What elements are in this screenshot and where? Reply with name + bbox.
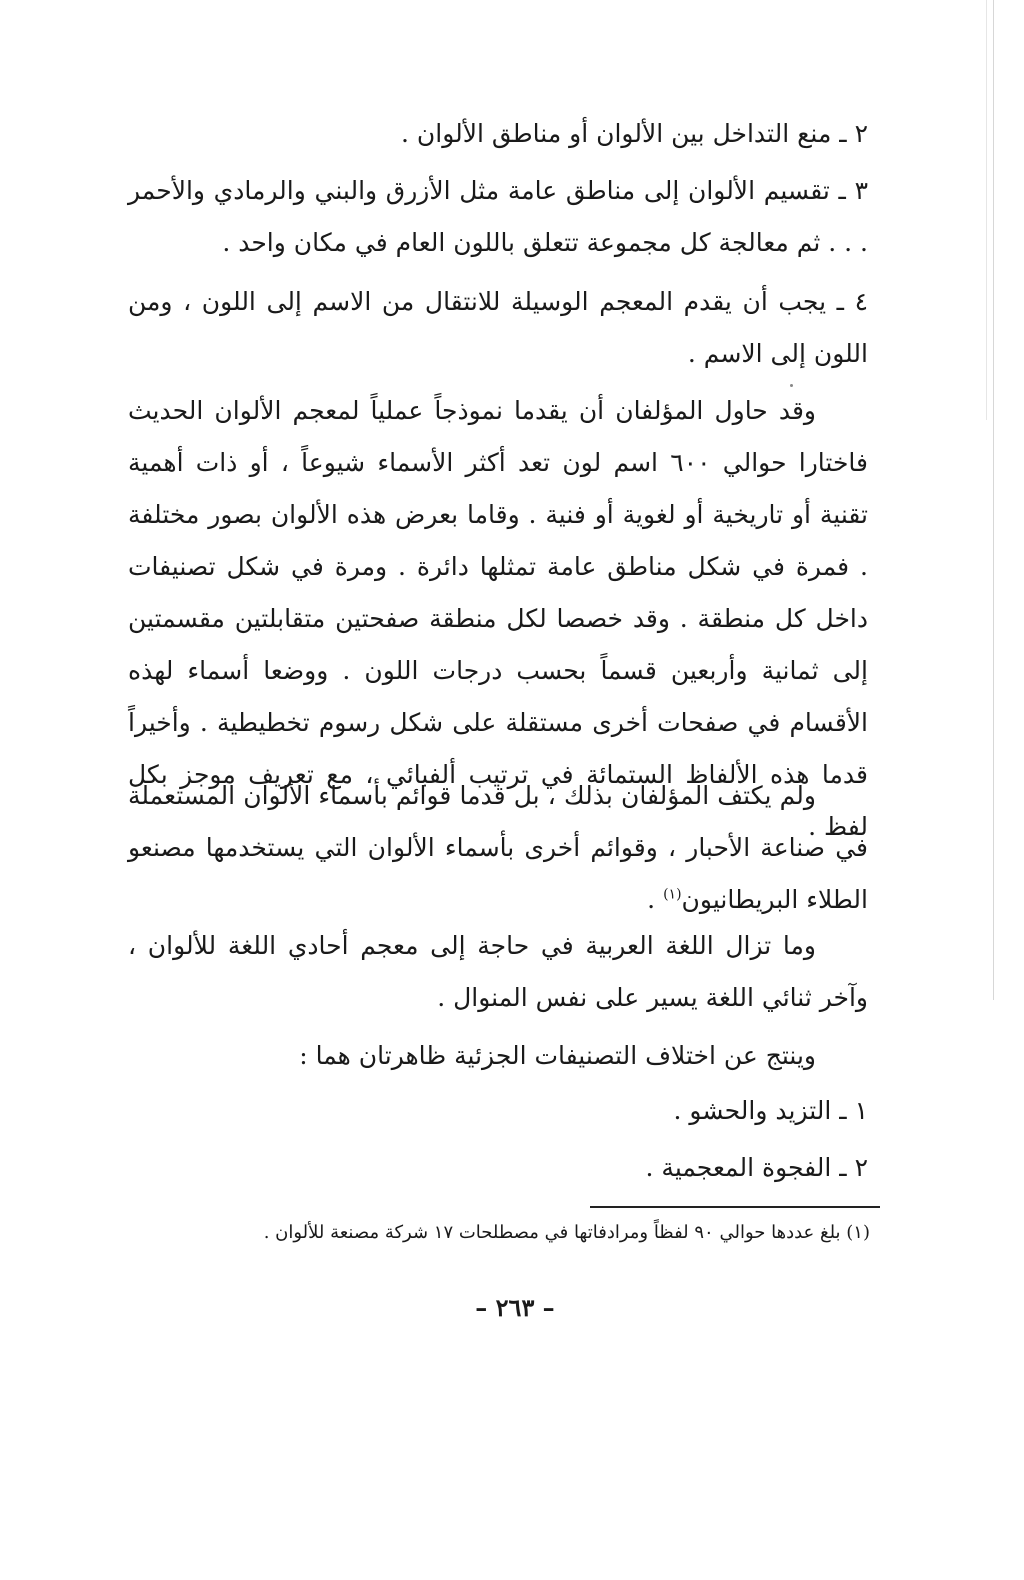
list-item-4: ٤ ـ يجب أن يقدم المعجم الوسيلة للانتقال من الاسم إلى اللون ، ومن اللون إلى الاسم . [128,287,868,368]
paragraph-authors-model: وقد حاول المؤلفان أن يقدما نموذجاً عملياً لمعجم الألوان الحديث فاختارا حوالي ٦٠٠ اسم لون تعد أكثر الأسماء شيوعاً ، أو ذات أهمية تقنية أو تاريخية أو لغوية أو فنية . وقاما بعرض هذه الألوان بصور مختلفة . فمرة في شكل مناطق عامة تمثلها دائرة . ومرة في شكل تصنيفات داخل كل منطقة . وقد خصصا لكل منطقة صفحتين متقابلتين مقسمتين إلى ثمانية وأربعين قسماً بحسب درجات اللون . ووضعا أسماء لهذه الأقسام في صفحات أخرى مستقلة على شكل رسوم تخطيطية . وأخيراً قدما هذه الألفاظ الستمائة في ترتيب ألفبائي ، مع تعريف موجز بكل لفظ . [128,396,868,841]
phenomenon-item-2: ٢ ـ الفجوة المعجمية . [645,1153,868,1182]
list-item-3: ٣ ـ تقسيم الألوان إلى مناطق عامة مثل الأزرق والبني والرمادي والأحمر . . . ثم معالجة كل مجموعة تتعلق باللون العام في مكان واحد . [128,176,868,257]
page-number: – ٢٦٣ – [475,1293,555,1322]
paragraph-ink-lists-end: . [647,885,664,914]
phenomenon-item-1: ١ ـ التزيد والحشو . [673,1096,868,1125]
scan-edge-line-inner [986,0,987,420]
list-item-2: ٢ ـ منع التداخل بين الألوان أو مناطق الألوان . [401,119,868,148]
paragraph-ink-lists [128,770,868,926]
paragraph-two-phenomena: وينتج عن اختلاف التصنيفات الجزئية ظاهرتان هما : [299,1041,816,1070]
paragraph-arabic-need: وما تزال اللغة العربية في حاجة إلى معجم أحادي اللغة للألوان ، وآخر ثنائي اللغة يسير على نفس المنوال . [128,931,868,1012]
paragraph-ink-lists-text: ولم يكتف المؤلفان بذلك ، بل قدما قوائم بأسماء الألوان المستعملة في صناعة الأحبار ، وقوائم أخرى بأسماء الألوان التي يستخدمها مصنعو الطلاء البريطانيون [128,781,868,914]
scan-edge-line [993,0,994,1000]
footnote: (١) بلغ عددها حوالي ٩٠ لفظاً ومرادفاتها في مصطلحات ١٧ شركة مصنعة للألوان . [263,1222,870,1243]
footnote-separator [590,1206,880,1208]
footnote-reference: (١) [663,886,682,903]
